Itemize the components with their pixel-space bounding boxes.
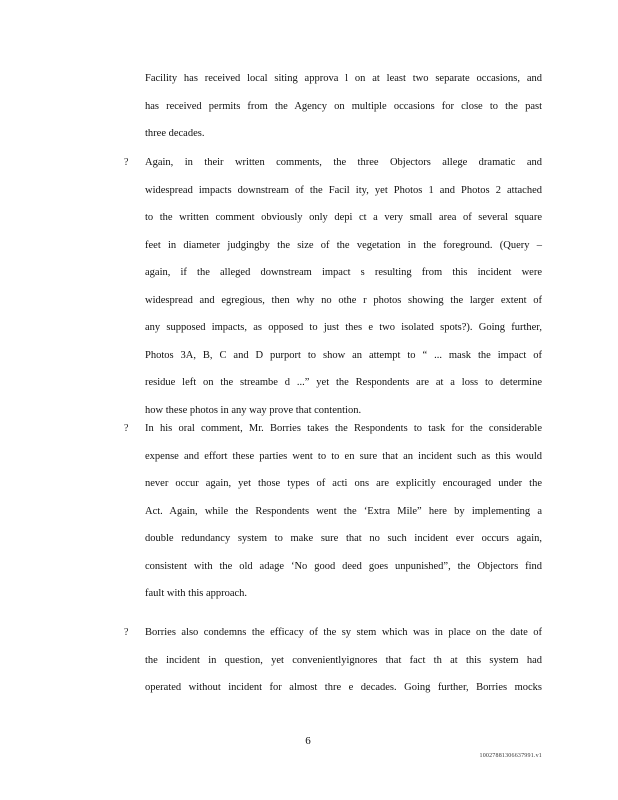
- text-line: Again, in their written comments, the three Objectors allege dramatic and: [145, 157, 542, 168]
- text-line: Facility has received local siting approva l on at least two separate occasions, and: [145, 73, 542, 84]
- text-line: to the written comment obviously only depi ct a very small area of several square: [145, 212, 542, 223]
- page-number: 6: [305, 735, 311, 747]
- text-line: fault with this approach.: [145, 588, 248, 599]
- text-line: three decades.: [145, 128, 205, 139]
- text-line: residue left on the streambe d ...” yet the Respondents are at a loss to determine: [145, 377, 542, 388]
- text-line: any supposed impacts, as opposed to just thes e two isolated spots?). Going further,: [145, 322, 542, 333]
- text-line: never occur again, yet those types of acti ons are explicitly encouraged under the: [145, 478, 542, 489]
- text-line: has received permits from the Agency on multiple occasions for close to the past: [145, 100, 542, 112]
- bullet-marker: ?: [124, 627, 129, 638]
- bullet-marker: ?: [124, 423, 129, 434]
- text-line: In his oral comment, Mr. Borries takes the Respondents to task for the considerable: [145, 423, 542, 434]
- text-line: Borries also condemns the efficacy of the sy stem which was in place on the date of: [145, 627, 542, 638]
- text-line: consistent with the old adage ‘No good deed goes unpunished”, the Objectors find: [145, 560, 542, 572]
- text-line: operated without incident for almost thre e decades. Going further, Borries mocks: [145, 682, 542, 693]
- text-line: double redundancy system to make sure that no such incident ever occurs again,: [145, 533, 542, 544]
- text-line: again, if the alleged downstream impact s resulting from this incident were: [145, 267, 542, 278]
- text-line: feet in diameter judgingby the size of the vegetation in the foreground. (Query –: [145, 239, 542, 251]
- document-id: 10027881306637991.v1: [479, 753, 542, 759]
- text-line: Photos 3A, B, C and D purport to show an attempt to “ ... mask the impact of: [145, 349, 542, 361]
- text-line: widespread and egregious, then why no othe r photos showing the larger extent of: [145, 294, 542, 306]
- text-line: widespread impacts downstream of the Facil ity, yet Photos 1 and Photos 2 attached: [145, 184, 542, 196]
- text-line: Act. Again, while the Respondents went the ‘Extra Mile” here by implementing a: [145, 505, 542, 517]
- text-line: the incident in question, yet convenientlyignores that fact th at this system had: [145, 654, 542, 666]
- bullet-marker: ?: [124, 157, 129, 168]
- text-line: how these photos in any way prove that contention.: [145, 404, 362, 416]
- text-line: expense and effort these parties went to to en sure that an incident such as this would: [145, 450, 542, 462]
